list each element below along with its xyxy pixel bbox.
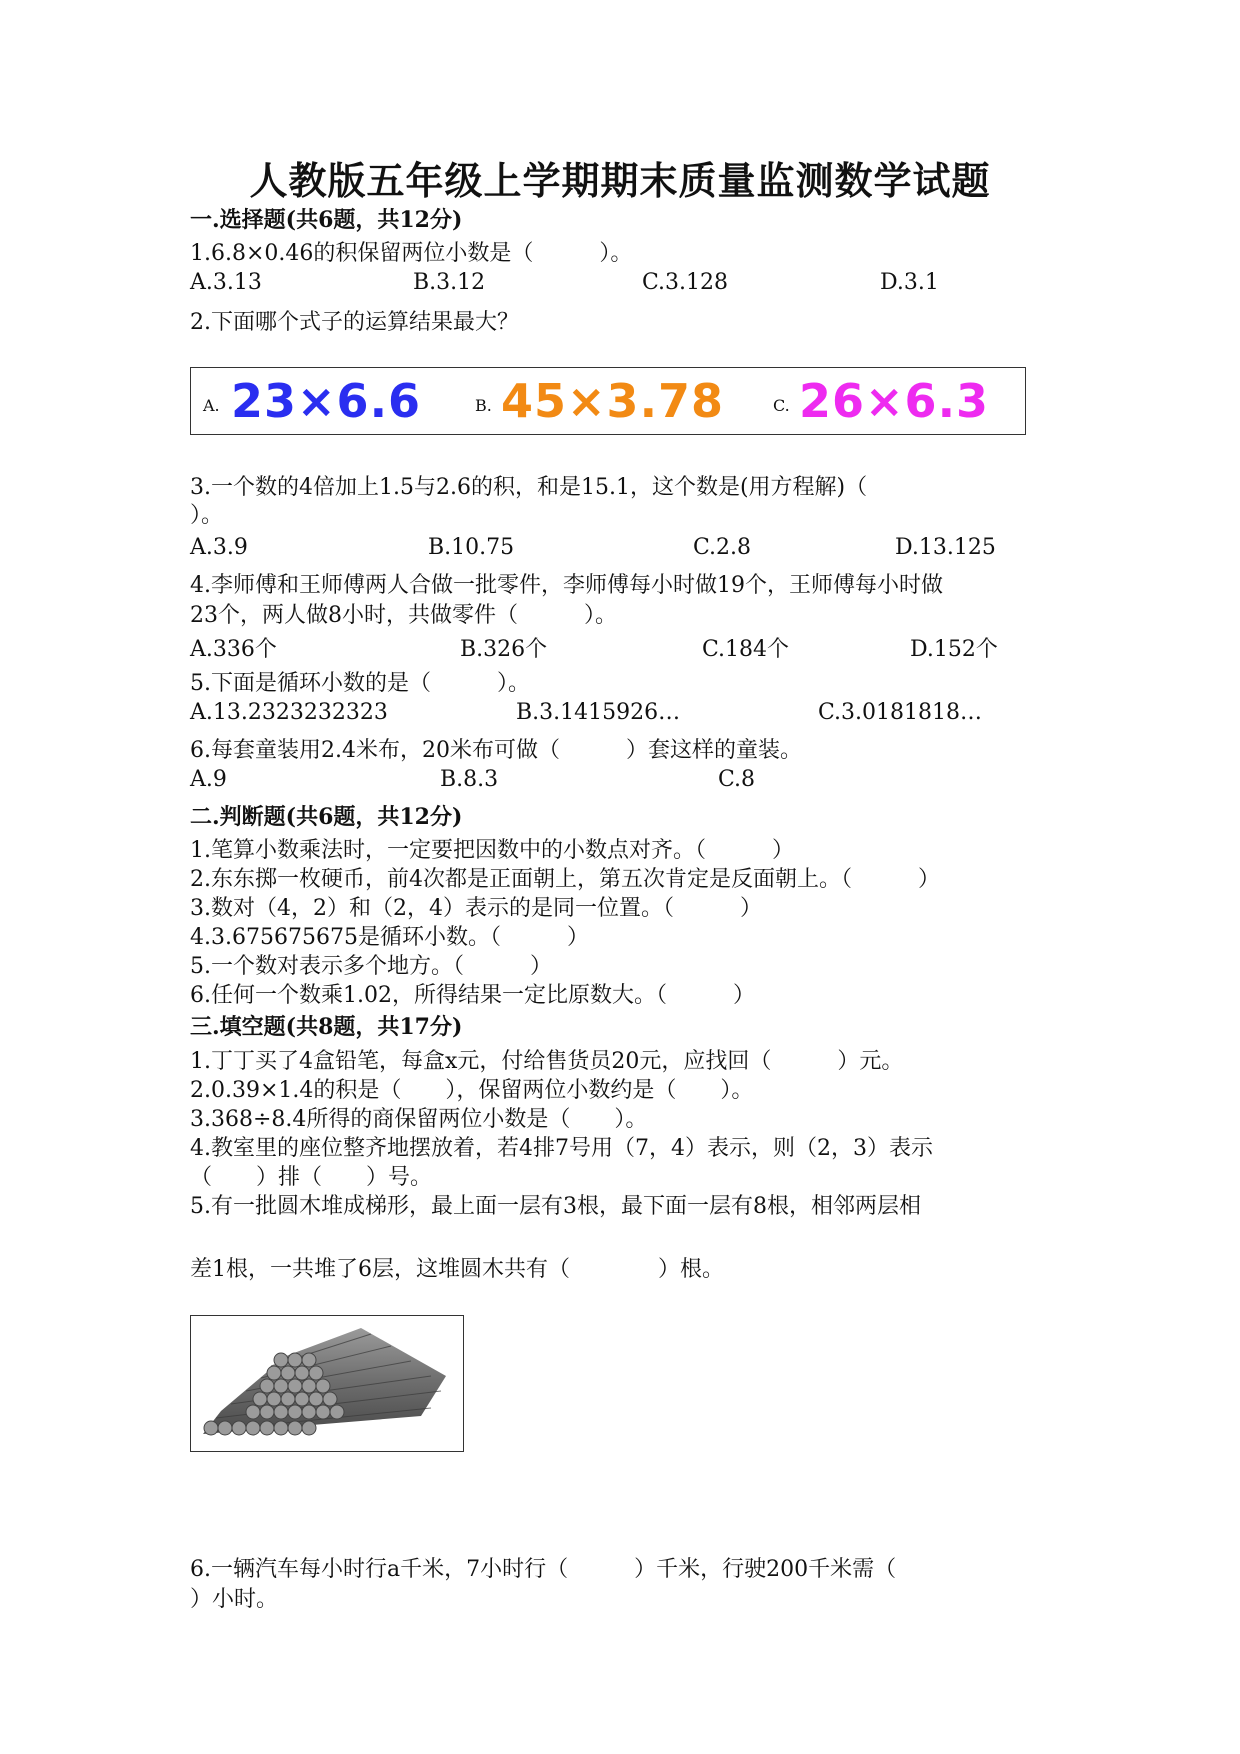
option-a: A.13.2323232323 <box>190 700 388 725</box>
fill-item-5-line1: 5.有一批圆木堆成梯形，最上面一层有3根，最下面一层有8根，相邻两层相 <box>190 1194 921 1219</box>
option-c: C.3.128 <box>642 270 729 295</box>
fill-item-6-line1: 6.一辆汽车每小时行a千米，7小时行（ ）千米，行驶200千米需（ <box>190 1557 897 1582</box>
option-d: D.13.125 <box>895 535 996 560</box>
option-b: B.10.75 <box>428 535 515 560</box>
section-heading-fill: 三.填空题(共8题，共17分) <box>190 1014 463 1040</box>
option-c: C.2.8 <box>693 535 752 560</box>
question-1-2: 2.下面哪个式子的运算结果最大？ <box>190 310 519 335</box>
option-a: A.3.13 <box>190 270 262 295</box>
question-1-5: 5.下面是循环小数的是（ ）。 <box>190 671 530 696</box>
image-option-expr-a: 23×6.6 <box>231 374 422 428</box>
fill-item-4-line1: 4.教室里的座位整齐地摆放着，若4排7号用（7，4）表示，则（2，3）表示 <box>190 1136 933 1161</box>
judge-item-1: 1.笔算小数乘法时，一定要把因数中的小数点对齐。（ ） <box>190 838 794 863</box>
image-option-expr-b: 45×3.78 <box>501 374 725 428</box>
question-1-3-line2: ）。 <box>190 503 224 528</box>
judge-item-3: 3.数对（4，2）和（2，4）表示的是同一位置。（ ） <box>190 896 762 921</box>
question-1-1: 1.6.8×0.46的积保留两位小数是（ ）。 <box>190 241 633 266</box>
image-option-label-c: C. <box>773 396 790 415</box>
log-pile-illustration <box>191 1316 463 1451</box>
option-d: D.152个 <box>910 637 998 662</box>
section-heading-judge: 二.判断题(共6题，共12分) <box>190 804 463 830</box>
page-title: 人教版五年级上学期期末质量监测数学试题 <box>249 158 991 203</box>
question-1-4-line1: 4.李师傅和王师傅两人合做一批零件，李师傅每小时做19个，王师傅每小时做 <box>190 573 943 598</box>
log-pile-image <box>190 1315 464 1452</box>
option-a: A.3.9 <box>190 535 248 560</box>
option-a: A.336个 <box>190 637 277 662</box>
option-b: B.3.12 <box>413 270 486 295</box>
option-b: B.8.3 <box>440 767 499 792</box>
option-c: C.184个 <box>702 637 790 662</box>
image-option-expr-c: 26×6.3 <box>799 374 990 428</box>
judge-item-4: 4.3.675675675是循环小数。（ ） <box>190 925 589 950</box>
image-option-label-b: B. <box>475 396 492 415</box>
question-1-3-line1: 3.一个数的4倍加上1.5与2.6的积，和是15.1，这个数是(用方程解)（ <box>190 475 868 500</box>
judge-item-6: 6.任何一个数乘1.02，所得结果一定比原数大。（ ） <box>190 983 755 1008</box>
option-b: B.3.1415926… <box>516 700 681 725</box>
question-1-6: 6.每套童装用2.4米布，20米布可做（ ）套这样的童装。 <box>190 738 802 763</box>
question-1-4-line2: 23个，两人做8小时，共做零件（ ）。 <box>190 603 617 628</box>
fill-item-3: 3.368÷8.4所得的商保留两位小数是（ ）。 <box>190 1107 648 1132</box>
fill-item-6-line2: ）小时。 <box>190 1587 279 1612</box>
option-a: A.9 <box>190 767 227 792</box>
option-b: B.326个 <box>460 637 548 662</box>
fill-item-1: 1.丁丁买了4盒铅笔，每盒x元，付给售货员20元，应找回（ ）元。 <box>190 1049 904 1074</box>
fill-item-2: 2.0.39×1.4的积是（ ），保留两位小数约是（ ）。 <box>190 1078 754 1103</box>
option-c: C.3.0181818… <box>818 700 983 725</box>
image-option-label-a: A. <box>203 396 220 415</box>
judge-item-2: 2.东东掷一枚硬币，前4次都是正面朝上，第五次肯定是反面朝上。（ ） <box>190 867 940 892</box>
judge-item-5: 5.一个数对表示多个地方。（ ） <box>190 954 552 979</box>
section-heading-choice: 一.选择题(共6题，共12分) <box>190 207 463 233</box>
option-d: D.3.1 <box>880 270 939 295</box>
fill-item-5-line2: 差1根，一共堆了6层，这堆圆木共有（ ）根。 <box>190 1257 724 1282</box>
option-c: C.8 <box>718 767 756 792</box>
expression-options-image <box>190 367 1026 435</box>
fill-item-4-line2: （ ）排（ ）号。 <box>190 1165 433 1190</box>
